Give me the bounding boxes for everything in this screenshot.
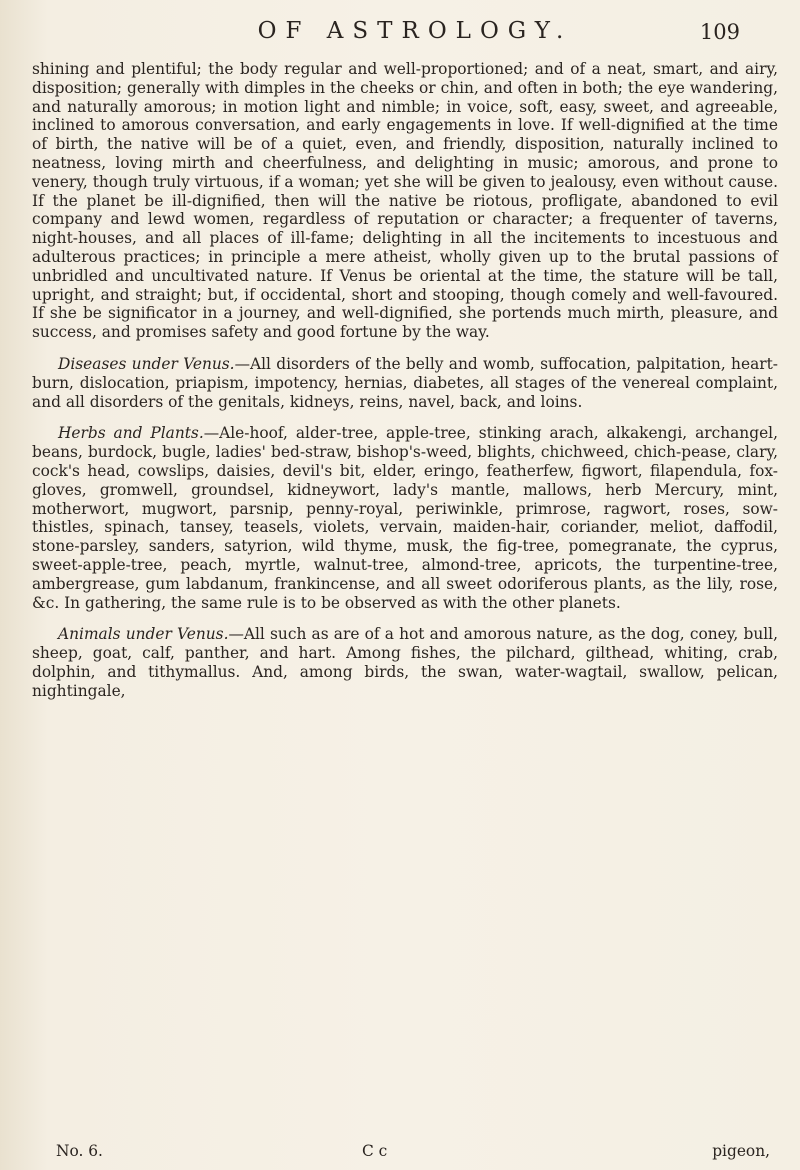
paragraph-text: —Ale-hoof, alder-tree, apple-tree, stinking arach, alkakengi, archangel, beans, burdock, bugle, ladies' bed-straw, bishop's-weed, blights, chichweed, chich-pease, clary, cock's head, cowslips, daisies, devil's bit, elder, eringo, featherfew, figwort, filapendula, fox-gloves, gromwell, groundsel, kidneywort, lady's mantle, mallows, herb Mercury, mint, motherwort, mugwort, parsnip, penny-royal, periwinkle, primrose, ragwort, roses, sow-thistles, spinach, tansey, teasels, violets, vervain, maiden-hair, coriander, meliot, daffodil, stone-parsley, sanders, satyrion, wild thyme, musk, the fig-tree, pomegranate, the cyprus, sweet-apple-tree, peach, myrtle, walnut-tree, almond-tree, apricots, the turpentine-tree, ambergrease, gum labdanum, frankincense, and all sweet odoriferous plants, as the lily, rose, &c. In gathering, the same rule is to be observed as with the other planets. bbox=[32, 424, 778, 612]
page-footer bbox=[56, 1142, 770, 1164]
paragraph-diseases bbox=[32, 355, 778, 411]
page-header bbox=[90, 18, 740, 52]
number-mark: No. 6. bbox=[56, 1142, 103, 1160]
paragraph-text: —All disorders of the belly and womb, suffocation, palpitation, heart-burn, dislocation, priapism, impotency, hernias, diabetes, all stages of the venereal complaint, and all disorders of the genitals, kidneys, reins, navel, back, and loins. bbox=[32, 354, 778, 411]
section-heading-animals: Animals under Venus. bbox=[58, 625, 229, 644]
paragraph-animals bbox=[32, 625, 778, 700]
paragraph-text: shining and plentiful; the body regular and well-proportioned; and of a neat, smart, and airy, disposition; generally with dimples in the cheeks or chin, and often in both; the eye wandering, and naturally amorous; in motion light and nimble; in voice, soft, easy, sweet, and agreeable, inclined to amorous conversation, and early engagements in love. If well-dignified at the time of birth, the native will be of a quiet, even, and friendly, disposition, naturally inclined to neatness, loving mirth and cheerfulness, and delighting in music; amorous, and prone to venery, though truly virtuous, if a woman; yet she will be given to jealousy, even without cause. If the planet be ill-dignified, then will the native be riotous, profligate, abandoned to evil company and lewd women, regardless of reputation or character; a frequenter of taverns, night-houses, and all places of ill-fame; delighting in all the incitements to incestuous and adulterous practices; in principle a mere atheist, wholly given up to the brutal passions of unbridled and uncultivated nature. If Venus be oriental at the time, the stature will be tall, upright, and straight; but, if occidental, short and stooping, though comely and well-favoured. If she be significator in a journey, and well-dignified, she portends much mirth, pleasure, and success, and promises safety and good fortune by the way. bbox=[32, 60, 778, 342]
paragraph-description bbox=[32, 60, 778, 342]
page-number: 109 bbox=[699, 20, 740, 44]
signature-mark: C c bbox=[362, 1142, 388, 1160]
section-heading-herbs: Herbs and Plants. bbox=[58, 424, 204, 443]
paragraph-text: —All such as are of a hot and amorous nature, as the dog, coney, bull, sheep, goat, calf, panther, and hart. Among fishes, the pilchard, gilthead, whiting, crab, dolphin, and tithymallus. And, among birds, the swan, water-wagtail, swallow, pelican, nightingale, bbox=[32, 625, 779, 700]
paragraph-herbs bbox=[32, 424, 778, 612]
section-heading-diseases: Diseases under Venus. bbox=[58, 354, 235, 373]
body-text bbox=[32, 60, 778, 714]
catchword: pigeon, bbox=[712, 1142, 770, 1160]
running-head: OF ASTROLOGY. bbox=[257, 18, 573, 44]
